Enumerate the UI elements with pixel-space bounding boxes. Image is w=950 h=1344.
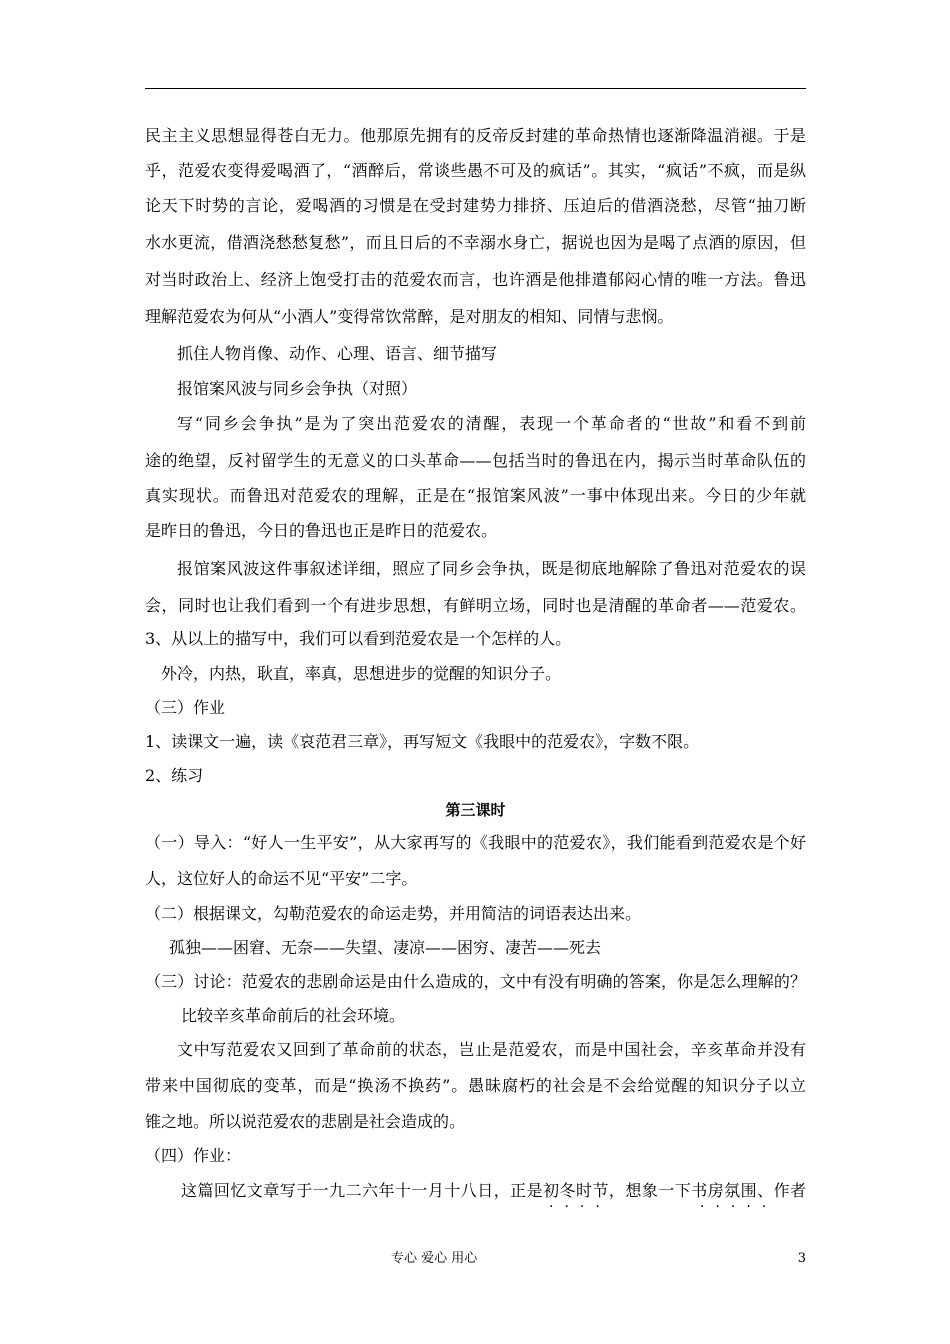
text-line: 1、读课文一遍，读《哀范君三章》，再写短文《我眼中的范爱农》，字数不限。 — [145, 732, 700, 751]
text-line: 民主主义思想显得苍白无力。他那原先拥有的反帝反封建的革命热情也逐渐降温消褪。于是 — [145, 126, 806, 145]
text-line: 理解范爱农为何从“小酒人”变得常饮常醉，是对朋友的相知、同情与悲悯。 — [145, 307, 674, 326]
text-line: 真实现状。而鲁迅对范爱农的理解，正是在“报馆案风波”一事中体现出来。今日的少年就 — [145, 486, 806, 505]
text-line: 对当时政治上、经济上饱受打击的范爱农而言，也许酒是他排遣郁闷心情的唯一方法。鲁迅 — [145, 270, 806, 289]
text-line: 3、从以上的描写中，我们可以看到范爱农是一个怎样的人。 — [145, 629, 572, 648]
text-line: 外冷，内热，耿直，率真，思想进步的觉醒的知识分子。 — [161, 664, 562, 683]
text-line: （一）导入：“好人一生平安”，从大家再写的《我眼中的范爱农》，我们能看到范爱农是个好 — [145, 833, 806, 852]
text-line: 报馆案风波这件事叙述详细，照应了同乡会争执，既是彻底地解除了鲁迅对范爱农的误 — [177, 559, 806, 578]
text-line: 人，这位好人的命运不见“平安”二字。 — [145, 869, 418, 888]
text-line: 是昨日的鲁迅，今日的鲁迅也正是昨日的范爱农。 — [145, 521, 498, 540]
text-line: （三）作业 — [145, 698, 226, 717]
text-line: 水水更流，借酒浇愁愁复愁”，而且日后的不幸溺水身亡，据说也因为是喝了点酒的原因，但 — [145, 233, 806, 252]
section-heading: 第三课时 — [445, 801, 506, 819]
footer-motto: 专心 爱心 用心 — [391, 1251, 478, 1266]
page-number: 3 — [797, 1251, 806, 1266]
text-line: （三）讨论：范爱农的悲剧命运是由什么造成的，文中有没有明确的答案，你是怎么理解的？ — [145, 972, 806, 991]
header-rule — [145, 88, 806, 89]
emphasis-dots: ····· — [700, 1199, 778, 1215]
text-line: 途的绝望，反衬留学生的无意义的口头革命——包括当时的鲁迅在内，揭示当时革命队伍的 — [145, 451, 806, 470]
text-line: 乎，范爱农变得爱喝酒了，“酒醉后，常谈些愚不可及的疯话”。其实，“疯话”不疯，而是纵 — [145, 161, 806, 180]
text-line: 比较辛亥革命前后的社会环境。 — [181, 1006, 406, 1025]
text-line: 带来中国彻底的变革，而是“换汤不换药”。愚昧腐朽的社会是不会给觉醒的知识分子以立 — [145, 1076, 806, 1095]
text-line: 锥之地。所以说范爱农的悲剧是社会造成的。 — [145, 1112, 466, 1131]
text-line: 会，同时也让我们看到一个有进步思想，有鲜明立场，同时也是清醒的革命者——范爱农。 — [145, 596, 806, 615]
text-line: 报馆案风波与同乡会争执（对照） — [177, 379, 418, 398]
text-line: （四）作业： — [145, 1146, 242, 1165]
text-line: 抓住人物肖像、动作、心理、语言、细节描写 — [177, 344, 498, 363]
text-line: （二）根据课文，勾勒范爱农的命运走势，并用简洁的词语表达出来。 — [145, 904, 642, 923]
emphasis-dots: ···· — [549, 1199, 611, 1215]
text-line: 孤独——困窘、无奈——失望、凄凉——困穷、凄苦——死去 — [169, 938, 602, 957]
text-line: 论天下时势的言论，爱喝酒的习惯是在受封建势力排挤、压迫后的借酒浇愁，尽管“抽刀断 — [145, 196, 806, 215]
text-line: 这篇回忆文章写于一九二六年十一月十八日，正是初冬时节，想象一下书房氛围、作者 — [181, 1181, 806, 1200]
text-line: 2、练习 — [145, 766, 204, 785]
text-line: 文中写范爱农又回到了革命前的状态，岂止是范爱农，而是中国社会，辛亥革命并没有 — [177, 1040, 806, 1059]
text-line: 写“同乡会争执”是为了突出范爱农的清醒，表现一个革命者的“世故”和看不到前 — [177, 414, 806, 433]
